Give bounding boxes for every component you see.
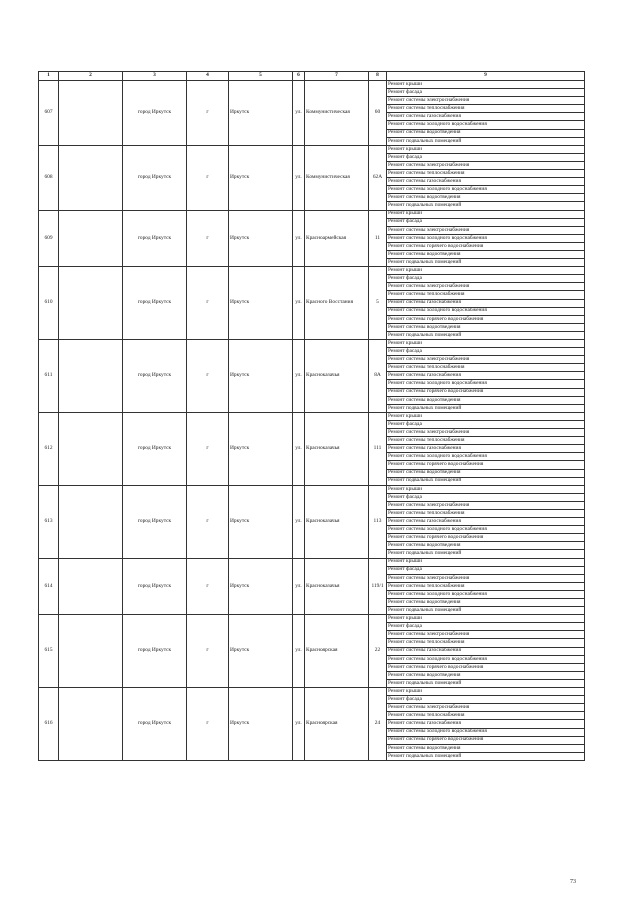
street-type-cell: ул. xyxy=(293,688,305,761)
work-item-cell: Ремонт системы электроснабжения xyxy=(387,356,585,364)
table-row xyxy=(39,485,585,493)
work-item-cell: Ремонт системы водоотведения xyxy=(387,469,585,477)
work-item-cell: Ремонт системы электроснабжения xyxy=(387,704,585,712)
work-item-cell: Ремонт системы газоснабжения xyxy=(387,647,585,655)
row-number: 612 xyxy=(39,412,59,485)
house-number-cell: 119/1 xyxy=(369,558,387,615)
work-item-cell: Ремонт фасада xyxy=(387,696,585,704)
street-type-cell: ул. xyxy=(293,81,305,146)
municipality-cell: город Иркутск xyxy=(123,688,187,761)
district-cell xyxy=(59,267,123,340)
street-cell: Красного Восстания xyxy=(305,267,369,340)
work-item-cell: Ремонт системы газоснабжения xyxy=(387,113,585,121)
table-row xyxy=(39,210,585,218)
work-item-cell: Ремонт системы холодного водоснабжения xyxy=(387,526,585,534)
locality-type-cell: г xyxy=(187,412,229,485)
table-row xyxy=(39,81,585,89)
locality-cell: Иркутск xyxy=(229,485,293,558)
table-row xyxy=(39,558,585,566)
work-item-cell: Ремонт системы электроснабжения xyxy=(387,429,585,437)
row-number: 608 xyxy=(39,145,59,210)
row-number: 614 xyxy=(39,558,59,615)
work-item-cell: Ремонт подвальных помещений xyxy=(387,550,585,558)
municipality-cell: город Иркутск xyxy=(123,340,187,413)
table-header-row xyxy=(39,72,585,81)
district-cell xyxy=(59,412,123,485)
locality-type-cell: г xyxy=(187,81,229,146)
row-number: 613 xyxy=(39,485,59,558)
locality-cell: Иркутск xyxy=(229,688,293,761)
work-item-cell: Ремонт подвальных помещений xyxy=(387,202,585,210)
municipality-cell: город Иркутск xyxy=(123,412,187,485)
house-number-cell: 113 xyxy=(369,485,387,558)
work-item-cell: Ремонт системы горячего водоснабжения xyxy=(387,242,585,250)
work-item-cell: Ремонт системы водоотведения xyxy=(387,396,585,404)
work-item-cell: Ремонт системы электроснабжения xyxy=(387,161,585,169)
table-body xyxy=(39,81,585,761)
house-number-cell: 8А xyxy=(369,340,387,413)
work-item-cell: Ремонт подвальных помещений xyxy=(387,259,585,267)
table-row xyxy=(39,615,585,623)
street-type-cell: ул. xyxy=(293,558,305,615)
work-item-cell: Ремонт системы газоснабжения xyxy=(387,372,585,380)
work-item-cell: Ремонт системы теплоснабжения xyxy=(387,170,585,178)
row-number: 610 xyxy=(39,267,59,340)
work-item-cell: Ремонт системы холодного водоснабжения xyxy=(387,234,585,242)
row-number: 615 xyxy=(39,615,59,688)
locality-type-cell: г xyxy=(187,145,229,210)
work-item-cell: Ремонт системы электроснабжения xyxy=(387,226,585,234)
work-item-cell: Ремонт крыши xyxy=(387,145,585,153)
work-item-cell: Ремонт системы водоотведения xyxy=(387,671,585,679)
work-item-cell: Ремонт крыши xyxy=(387,81,585,89)
district-cell xyxy=(59,688,123,761)
street-cell: Красноярская xyxy=(305,615,369,688)
locality-cell: Иркутск xyxy=(229,81,293,146)
work-item-cell: Ремонт системы водоотведения xyxy=(387,744,585,752)
work-item-cell: Ремонт фасада xyxy=(387,420,585,428)
work-item-cell: Ремонт системы горячего водоснабжения xyxy=(387,534,585,542)
column-header-9: 9 xyxy=(387,72,585,81)
row-number: 616 xyxy=(39,688,59,761)
column-header-7: 7 xyxy=(305,72,369,81)
street-cell: Коммунистическая xyxy=(305,81,369,146)
house-number-cell: 62А xyxy=(369,145,387,210)
work-item-cell: Ремонт системы горячего водоснабжения xyxy=(387,388,585,396)
table-row xyxy=(39,412,585,420)
locality-cell: Иркутск xyxy=(229,558,293,615)
work-item-cell: Ремонт системы теплоснабжения xyxy=(387,291,585,299)
street-type-cell: ул. xyxy=(293,145,305,210)
work-item-cell: Ремонт системы холодного водоснабжения xyxy=(387,380,585,388)
street-type-cell: ул. xyxy=(293,412,305,485)
work-item-cell: Ремонт системы электроснабжения xyxy=(387,501,585,509)
work-item-cell: Ремонт фасада xyxy=(387,153,585,161)
work-item-cell: Ремонт системы водоотведения xyxy=(387,599,585,607)
locality-type-cell: г xyxy=(187,210,229,267)
work-item-cell: Ремонт подвальных помещений xyxy=(387,137,585,145)
street-type-cell: ул. xyxy=(293,340,305,413)
work-item-cell: Ремонт фасада xyxy=(387,275,585,283)
district-cell xyxy=(59,81,123,146)
house-number-cell: 22 xyxy=(369,615,387,688)
work-item-cell: Ремонт системы теплоснабжения xyxy=(387,639,585,647)
work-item-cell: Ремонт крыши xyxy=(387,615,585,623)
column-header-1: 1 xyxy=(39,72,59,81)
work-item-cell: Ремонт системы холодного водоснабжения xyxy=(387,728,585,736)
work-item-cell: Ремонт подвальных помещений xyxy=(387,679,585,687)
work-item-cell: Ремонт подвальных помещений xyxy=(387,331,585,339)
street-cell: Коммунистическая xyxy=(305,145,369,210)
locality-type-cell: г xyxy=(187,267,229,340)
house-number-cell: 11 xyxy=(369,210,387,267)
work-item-cell: Ремонт системы горячего водоснабжения xyxy=(387,736,585,744)
district-cell xyxy=(59,615,123,688)
work-item-cell: Ремонт системы теплоснабжения xyxy=(387,364,585,372)
municipality-cell: город Иркутск xyxy=(123,615,187,688)
locality-type-cell: г xyxy=(187,485,229,558)
work-item-cell: Ремонт системы газоснабжения xyxy=(387,518,585,526)
work-item-cell: Ремонт системы электроснабжения xyxy=(387,97,585,105)
work-item-cell: Ремонт системы теплоснабжения xyxy=(387,105,585,113)
work-item-cell: Ремонт системы теплоснабжения xyxy=(387,437,585,445)
work-item-cell: Ремонт системы холодного водоснабжения xyxy=(387,590,585,598)
table-row xyxy=(39,688,585,696)
work-item-cell: Ремонт системы горячего водоснабжения xyxy=(387,461,585,469)
table-row xyxy=(39,145,585,153)
work-item-cell: Ремонт системы газоснабжения xyxy=(387,299,585,307)
work-item-cell: Ремонт системы холодного водоснабжения xyxy=(387,186,585,194)
street-type-cell: ул. xyxy=(293,210,305,267)
column-header-6: 6 xyxy=(293,72,305,81)
locality-type-cell: г xyxy=(187,340,229,413)
locality-type-cell: г xyxy=(187,558,229,615)
column-header-8: 8 xyxy=(369,72,387,81)
street-cell: Красноярская xyxy=(305,688,369,761)
repair-program-table xyxy=(38,71,585,761)
house-number-cell: 60 xyxy=(369,81,387,146)
page-number: 73 xyxy=(570,879,576,885)
work-item-cell: Ремонт системы теплоснабжения xyxy=(387,509,585,517)
column-header-4: 4 xyxy=(187,72,229,81)
work-item-cell: Ремонт системы водоотведения xyxy=(387,542,585,550)
street-type-cell: ул. xyxy=(293,485,305,558)
work-item-cell: Ремонт системы газоснабжения xyxy=(387,445,585,453)
work-item-cell: Ремонт системы горячего водоснабжения xyxy=(387,663,585,671)
municipality-cell: город Иркутск xyxy=(123,210,187,267)
work-item-cell: Ремонт системы водоотведения xyxy=(387,129,585,137)
work-item-cell: Ремонт фасада xyxy=(387,623,585,631)
street-cell: Красноармейская xyxy=(305,210,369,267)
work-item-cell: Ремонт крыши xyxy=(387,340,585,348)
work-item-cell: Ремонт системы электроснабжения xyxy=(387,574,585,582)
municipality-cell: город Иркутск xyxy=(123,145,187,210)
row-number: 607 xyxy=(39,81,59,146)
work-item-cell: Ремонт крыши xyxy=(387,210,585,218)
district-cell xyxy=(59,558,123,615)
locality-cell: Иркутск xyxy=(229,210,293,267)
locality-cell: Иркутск xyxy=(229,267,293,340)
work-item-cell: Ремонт подвальных помещений xyxy=(387,404,585,412)
work-item-cell: Ремонт системы холодного водоснабжения xyxy=(387,453,585,461)
table-row xyxy=(39,267,585,275)
district-cell xyxy=(59,340,123,413)
work-item-cell: Ремонт фасада xyxy=(387,218,585,226)
street-type-cell: ул. xyxy=(293,267,305,340)
column-header-5: 5 xyxy=(229,72,293,81)
locality-cell: Иркутск xyxy=(229,340,293,413)
municipality-cell: город Иркутск xyxy=(123,81,187,146)
street-cell: Красноказачья xyxy=(305,412,369,485)
work-item-cell: Ремонт подвальных помещений xyxy=(387,477,585,485)
house-number-cell: 5 xyxy=(369,267,387,340)
work-item-cell: Ремонт крыши xyxy=(387,267,585,275)
locality-type-cell: г xyxy=(187,615,229,688)
district-cell xyxy=(59,485,123,558)
district-cell xyxy=(59,145,123,210)
work-item-cell: Ремонт фасада xyxy=(387,566,585,574)
work-item-cell: Ремонт подвальных помещений xyxy=(387,752,585,760)
house-number-cell: 111 xyxy=(369,412,387,485)
row-number: 611 xyxy=(39,340,59,413)
street-cell: Красноказачья xyxy=(305,485,369,558)
street-cell: Красноказачья xyxy=(305,558,369,615)
locality-cell: Иркутск xyxy=(229,615,293,688)
work-item-cell: Ремонт системы теплоснабжения xyxy=(387,712,585,720)
work-item-cell: Ремонт системы водоотведения xyxy=(387,323,585,331)
column-header-3: 3 xyxy=(123,72,187,81)
municipality-cell: город Иркутск xyxy=(123,558,187,615)
work-item-cell: Ремонт крыши xyxy=(387,412,585,420)
work-item-cell: Ремонт системы горячего водоснабжения xyxy=(387,315,585,323)
work-item-cell: Ремонт системы электроснабжения xyxy=(387,283,585,291)
work-item-cell: Ремонт системы теплоснабжения xyxy=(387,582,585,590)
work-item-cell: Ремонт системы водоотведения xyxy=(387,250,585,258)
row-number: 609 xyxy=(39,210,59,267)
work-item-cell: Ремонт системы газоснабжения xyxy=(387,720,585,728)
work-item-cell: Ремонт фасада xyxy=(387,493,585,501)
work-item-cell: Ремонт системы водоотведения xyxy=(387,194,585,202)
locality-type-cell: г xyxy=(187,688,229,761)
house-number-cell: 24 xyxy=(369,688,387,761)
table-row xyxy=(39,340,585,348)
locality-cell: Иркутск xyxy=(229,412,293,485)
locality-cell: Иркутск xyxy=(229,145,293,210)
work-item-cell: Ремонт системы холодного водоснабжения xyxy=(387,121,585,129)
work-item-cell: Ремонт системы электроснабжения xyxy=(387,631,585,639)
work-item-cell: Ремонт крыши xyxy=(387,688,585,696)
work-item-cell: Ремонт фасада xyxy=(387,348,585,356)
work-item-cell: Ремонт системы холодного водоснабжения xyxy=(387,655,585,663)
street-type-cell: ул. xyxy=(293,615,305,688)
work-item-cell: Ремонт фасада xyxy=(387,89,585,97)
municipality-cell: город Иркутск xyxy=(123,485,187,558)
work-item-cell: Ремонт крыши xyxy=(387,485,585,493)
work-item-cell: Ремонт системы газоснабжения xyxy=(387,178,585,186)
work-item-cell: Ремонт подвальных помещений xyxy=(387,607,585,615)
column-header-2: 2 xyxy=(59,72,123,81)
district-cell xyxy=(59,210,123,267)
work-item-cell: Ремонт системы холодного водоснабжения xyxy=(387,307,585,315)
municipality-cell: город Иркутск xyxy=(123,267,187,340)
street-cell: Красноказачья xyxy=(305,340,369,413)
work-item-cell: Ремонт крыши xyxy=(387,558,585,566)
